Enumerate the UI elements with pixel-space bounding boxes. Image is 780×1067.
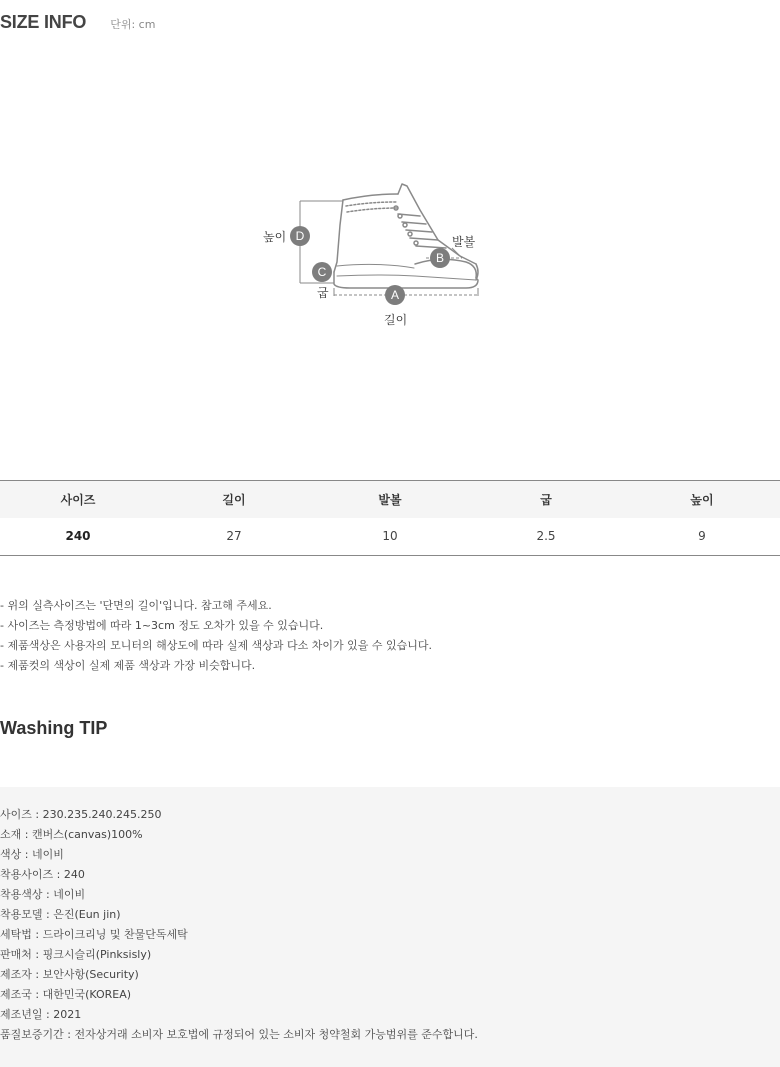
note-item: - 사이즈는 측정방법에 따라 1~3cm 정도 오차가 있을 수 있습니다. bbox=[0, 619, 324, 632]
column-header-length: 길이 bbox=[156, 481, 312, 518]
size-info-title: SIZE INFO bbox=[0, 12, 87, 32]
info-item: 제조국 : 대한민국(KOREA) bbox=[0, 988, 132, 1001]
column-header-ball: 발볼 bbox=[312, 481, 468, 518]
cell-heel: 2.5 bbox=[468, 518, 624, 556]
info-item: 품질보증기간 : 전자상거래 소비자 보호법에 규정되어 있는 소비자 청약철회 가능범위를 준수합니다. bbox=[0, 1028, 478, 1041]
table-row bbox=[0, 518, 780, 556]
cell-size: 240 bbox=[0, 518, 156, 556]
info-item: 착용색상 : 네이비 bbox=[0, 888, 86, 901]
badge-b: B bbox=[430, 248, 450, 268]
ball-label: 발볼 bbox=[452, 235, 476, 249]
badge-c: C bbox=[312, 262, 332, 282]
info-item: 착용모델 : 은진(Eun jin) bbox=[0, 908, 121, 921]
cell-length: 27 bbox=[156, 518, 312, 556]
table-header-row bbox=[0, 481, 780, 518]
shoe-outline-icon bbox=[0, 0, 780, 480]
note-item: - 제품컷의 색상이 실제 제품 색상과 가장 비슷합니다. bbox=[0, 659, 256, 672]
column-header-size: 사이즈 bbox=[0, 481, 156, 518]
info-item: 색상 : 네이비 bbox=[0, 848, 64, 861]
column-header-heel: 굽 bbox=[468, 481, 624, 518]
length-label: 길이 bbox=[384, 313, 408, 327]
cell-ball: 10 bbox=[312, 518, 468, 556]
info-item: 사이즈 : 230.235.240.245.250 bbox=[0, 808, 162, 821]
badge-d: D bbox=[290, 226, 310, 246]
washing-tip-title: Washing TIP bbox=[0, 718, 108, 738]
info-item: 소재 : 캔버스(canvas)100% bbox=[0, 828, 143, 841]
product-info-box bbox=[0, 787, 780, 1067]
info-item: 착용사이즈 : 240 bbox=[0, 868, 85, 881]
note-item: - 제품색상은 사용자의 모니터의 해상도에 따라 실제 색상과 다소 차이가 있을 수 있습니다. bbox=[0, 639, 432, 652]
info-item: 제조자 : 보안사항(Security) bbox=[0, 968, 139, 981]
column-header-height: 높이 bbox=[624, 481, 780, 518]
info-item: 판매처 : 핑크시슬리(Pinksisly) bbox=[0, 948, 152, 961]
height-label: 높이 bbox=[263, 230, 287, 244]
unit-label: 단위: cm bbox=[110, 18, 156, 31]
info-item: 세탁법 : 드라이크리닝 및 찬물단독세탁 bbox=[0, 928, 188, 941]
note-item: - 위의 실측사이즈는 '단면의 길이'입니다. 참고해 주세요. bbox=[0, 599, 272, 612]
heel-label: 굽 bbox=[317, 286, 329, 300]
info-item: 제조년일 : 2021 bbox=[0, 1008, 82, 1021]
cell-height: 9 bbox=[624, 518, 780, 556]
shoe-size-diagram bbox=[0, 0, 780, 480]
size-table bbox=[0, 480, 780, 556]
size-notes bbox=[0, 596, 780, 676]
badge-a: A bbox=[385, 285, 405, 305]
